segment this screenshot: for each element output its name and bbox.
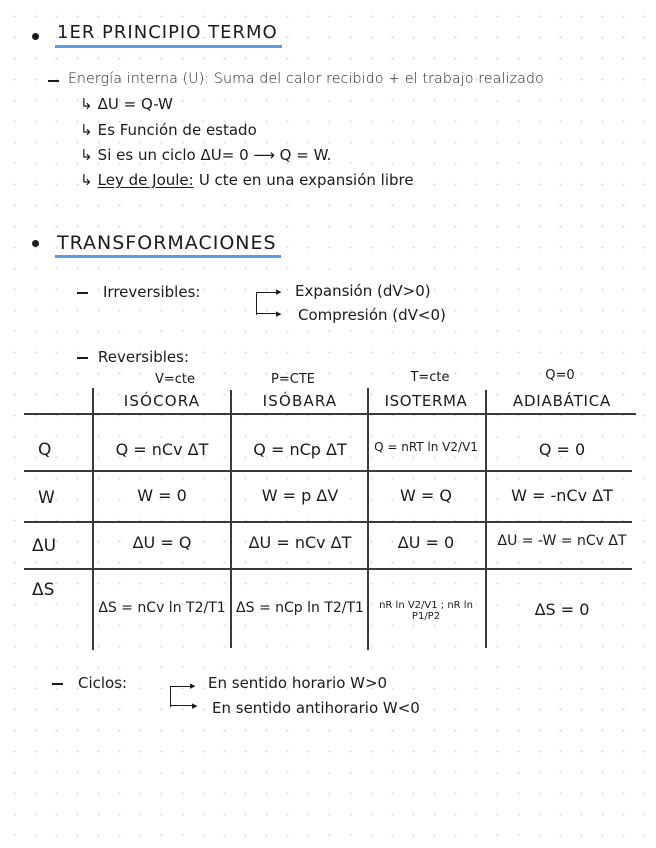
sub-item-1 (80, 94, 173, 113)
bullet-point (32, 240, 39, 247)
table-rule (485, 390, 487, 648)
bracket-stem (256, 313, 278, 314)
sub-item-text: Es Función de estado (97, 121, 257, 139)
table-cell: ΔU = nCv ΔT (248, 533, 352, 552)
arrow-right-icon: ▸ (276, 307, 282, 320)
energy-definition-line: Energía interna (U): Suma del calor recibido + el trabajo realizado (68, 71, 544, 87)
corner-arrow-icon: ↳ (80, 171, 93, 189)
ciclos-label: Ciclos: (78, 674, 128, 692)
col-header-isobara: ISÓBARA (262, 392, 338, 410)
sub-item-text: ΔU = Q-W (97, 95, 173, 113)
col-condition-isoterma: T=cte (410, 370, 450, 385)
table-cell: W = Q (400, 486, 452, 505)
table-cell: ΔU = 0 (397, 533, 455, 552)
corner-arrow-icon: ↳ (80, 121, 93, 139)
table-cell: W = 0 (137, 486, 187, 505)
table-rule (24, 413, 636, 415)
reversibles-label: Reversibles: (98, 348, 190, 366)
bracket-stem (170, 705, 194, 706)
sub-item-text: Si es un ciclo ΔU= 0 ⟶ Q = W. (97, 146, 332, 164)
table-rule (24, 470, 632, 472)
sub-item-2 (80, 120, 257, 139)
irreversibles-label: Irreversibles: (103, 283, 201, 301)
col-condition-adiabatica: Q=0 (545, 368, 575, 383)
dash-marker (52, 683, 63, 685)
arrow-right-icon: ▸ (192, 699, 198, 712)
col-header-isoterma: ISOTERMA (384, 392, 468, 410)
table-cell: nR ln V2/V1 ; nR ln P1/P2 (379, 600, 473, 622)
row-label-w: W (38, 488, 55, 508)
table-cell: Q = 0 (538, 440, 586, 459)
table-cell: Q = nCv ΔT (115, 440, 209, 459)
irreversible-compression: Compresión (dV<0) (298, 306, 446, 324)
col-header-isocora: ISÓCORA (123, 392, 201, 410)
table-cell: W = -nCv ΔT (511, 486, 613, 505)
col-header-adiabatica: ADIABÁTICA (512, 392, 612, 410)
corner-arrow-icon: ↳ (80, 95, 93, 113)
corner-arrow-icon: ↳ (80, 146, 93, 164)
arrow-right-icon: ▸ (190, 679, 196, 692)
section-heading-1: 1ER PRINCIPIO TERMO (55, 22, 282, 48)
table-cell: W = p ΔV (261, 486, 339, 505)
table-cell: Q = nCp ΔT (253, 440, 347, 459)
table-cell: ΔS = 0 (534, 600, 590, 619)
bullet-point (32, 33, 39, 40)
table-cell: ΔU = Q (132, 533, 192, 552)
dash-marker (48, 80, 59, 82)
table-rule (24, 521, 632, 523)
section-heading-2: TRANSFORMACIONES (55, 232, 281, 258)
sub-item-3 (80, 145, 331, 164)
dash-marker (77, 357, 88, 359)
col-condition-isobara: P=CTE (271, 372, 315, 387)
irreversible-expansion: Expansión (dV>0) (295, 282, 431, 300)
joule-law-label: Ley de Joule: (97, 171, 194, 189)
table-cell: Q = nRT ln V2/V1 (374, 440, 478, 454)
sub-item-text: U cte en una expansión libre (198, 171, 414, 189)
ciclo-antihorario: En sentido antihorario W<0 (212, 699, 420, 717)
row-label-ds: ΔS (32, 580, 55, 600)
col-condition-isocora: V=cte (154, 372, 196, 387)
table-cell: ΔS = nCv ln T2/T1 (98, 600, 226, 616)
row-label-du: ΔU (32, 536, 57, 556)
table-cell: ΔS = nCp ln T2/T1 (236, 600, 364, 616)
table-rule (24, 568, 632, 570)
arrow-right-icon: ▸ (276, 285, 282, 298)
ciclo-horario: En sentido horario W>0 (208, 674, 388, 692)
table-cell: ΔU = -W = nCv ΔT (497, 533, 627, 549)
row-label-q: Q (38, 440, 52, 460)
dash-marker (77, 292, 88, 294)
sub-item-4 (80, 170, 414, 189)
